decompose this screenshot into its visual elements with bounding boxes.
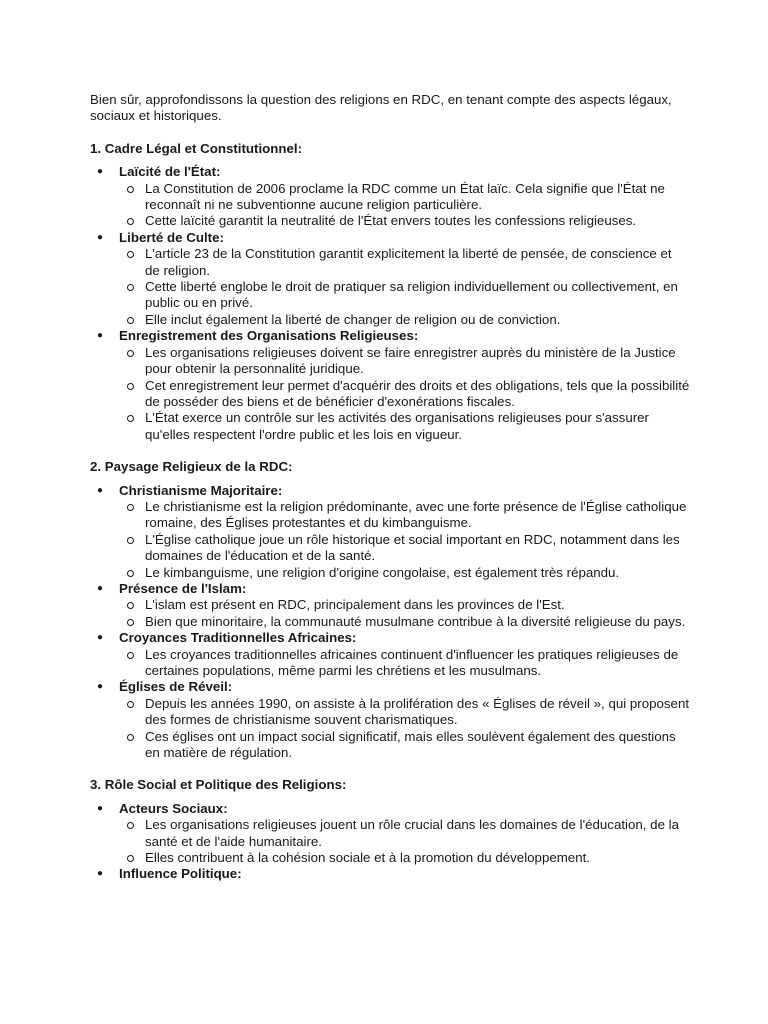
topic-title: ● Acteurs Sociaux:	[119, 800, 228, 816]
point-list	[119, 647, 690, 680]
point-list	[119, 597, 690, 630]
topic-item	[90, 581, 690, 630]
point-item: Cet enregistrement leur permet d'acquérir des droits et des obligations, tels que la possibilité de posséder des biens et de bénéficier d'exonérations fiscales.	[119, 378, 690, 411]
topic-item	[90, 679, 690, 761]
point-list	[119, 696, 690, 762]
point-item: Cette laïcité garantit la neutralité de l'État envers toutes les confessions religieuses.	[119, 213, 690, 229]
topic-item	[90, 801, 690, 867]
topic-title: ● Églises de Réveil:	[119, 679, 233, 695]
point-item: L'Église catholique joue un rôle historique et social important en RDC, notamment dans les domaines de l'éducation et de la santé.	[119, 532, 690, 565]
topic-item	[90, 483, 690, 581]
topic-title: ● Présence de l'Islam:	[119, 580, 247, 596]
topic-list	[90, 801, 690, 883]
section-heading: 3. Rôle Social et Politique des Religions:	[90, 777, 347, 793]
topic-item	[90, 230, 690, 328]
topic-item	[90, 866, 690, 882]
point-item: L'article 23 de la Constitution garantit explicitement la liberté de pensée, de conscience et de religion.	[119, 246, 690, 279]
section-heading: 1. Cadre Légal et Constitutionnel:	[90, 140, 303, 156]
point-list	[119, 499, 690, 581]
section-heading: 2. Paysage Religieux de la RDC:	[90, 459, 293, 475]
section-religious-landscape	[90, 459, 690, 761]
point-item: Cette liberté englobe le droit de pratiquer sa religion individuellement ou collectivement, en public ou en privé.	[119, 279, 690, 312]
document-page	[90, 92, 690, 883]
topic-title: ● Laïcité de l'État:	[119, 164, 221, 180]
point-item: Ces églises ont un impact social significatif, mais elles soulèvent également des questions en matière de régulation.	[119, 729, 690, 762]
intro-paragraph: Bien sûr, approfondissons la question des religions en RDC, en tenant compte des aspects légaux, sociaux et historiques.	[90, 92, 672, 124]
point-item: Le christianisme est la religion prédominante, avec une forte présence de l'Église catholique romaine, des Églises protestantes et du kimbanguisme.	[119, 499, 690, 532]
topic-title: ● Croyances Traditionnelles Africaines:	[119, 630, 357, 646]
point-list	[119, 817, 690, 866]
point-item: Elle inclut également la liberté de changer de religion ou de conviction.	[119, 312, 690, 328]
topic-list	[90, 483, 690, 762]
point-item: La Constitution de 2006 proclame la RDC comme un État laïc. Cela signifie que l'État ne reconnaît ni ne subventionne aucune religion particulière.	[119, 181, 690, 214]
topic-title: ● Christianisme Majoritaire:	[119, 482, 283, 498]
point-item: L'État exerce un contrôle sur les activités des organisations religieuses pour s'assurer qu'elles respectent l'ordre public et les lois en vigueur.	[119, 410, 690, 443]
point-list	[119, 246, 690, 328]
point-item: Elles contribuent à la cohésion sociale et à la promotion du développement.	[119, 850, 690, 866]
point-list	[119, 345, 690, 443]
point-item: Depuis les années 1990, on assiste à la prolifération des « Églises de réveil », qui proposent des formes de christianisme souvent charismatiques.	[119, 696, 690, 729]
point-item: Le kimbanguisme, une religion d'origine congolaise, est également très répandu.	[119, 565, 690, 581]
topic-list	[90, 164, 690, 443]
topic-item	[90, 328, 690, 443]
section-social-political-role	[90, 777, 690, 882]
point-item: Les croyances traditionnelles africaines continuent d'influencer les pratiques religieuses de certaines populations, même parmi les chrétiens et les musulmans.	[119, 647, 690, 680]
topic-title: ● Liberté de Culte:	[119, 229, 224, 245]
topic-item	[90, 630, 690, 679]
point-item: Bien que minoritaire, la communauté musulmane contribue à la diversité religieuse du pays.	[119, 614, 690, 630]
point-item: Les organisations religieuses doivent se faire enregistrer auprès du ministère de la Justice pour obtenir la personnalité juridique.	[119, 345, 690, 378]
section-legal-framework	[90, 141, 690, 443]
point-list	[119, 181, 690, 230]
point-item: Les organisations religieuses jouent un rôle crucial dans les domaines de l'éducation, de la santé et de l'aide humanitaire.	[119, 817, 690, 850]
topic-title: ● Enregistrement des Organisations Religieuses:	[119, 328, 419, 344]
topic-item	[90, 164, 690, 230]
topic-title: ● Influence Politique:	[119, 866, 242, 882]
point-item: L'islam est présent en RDC, principalement dans les provinces de l'Est.	[119, 597, 690, 613]
